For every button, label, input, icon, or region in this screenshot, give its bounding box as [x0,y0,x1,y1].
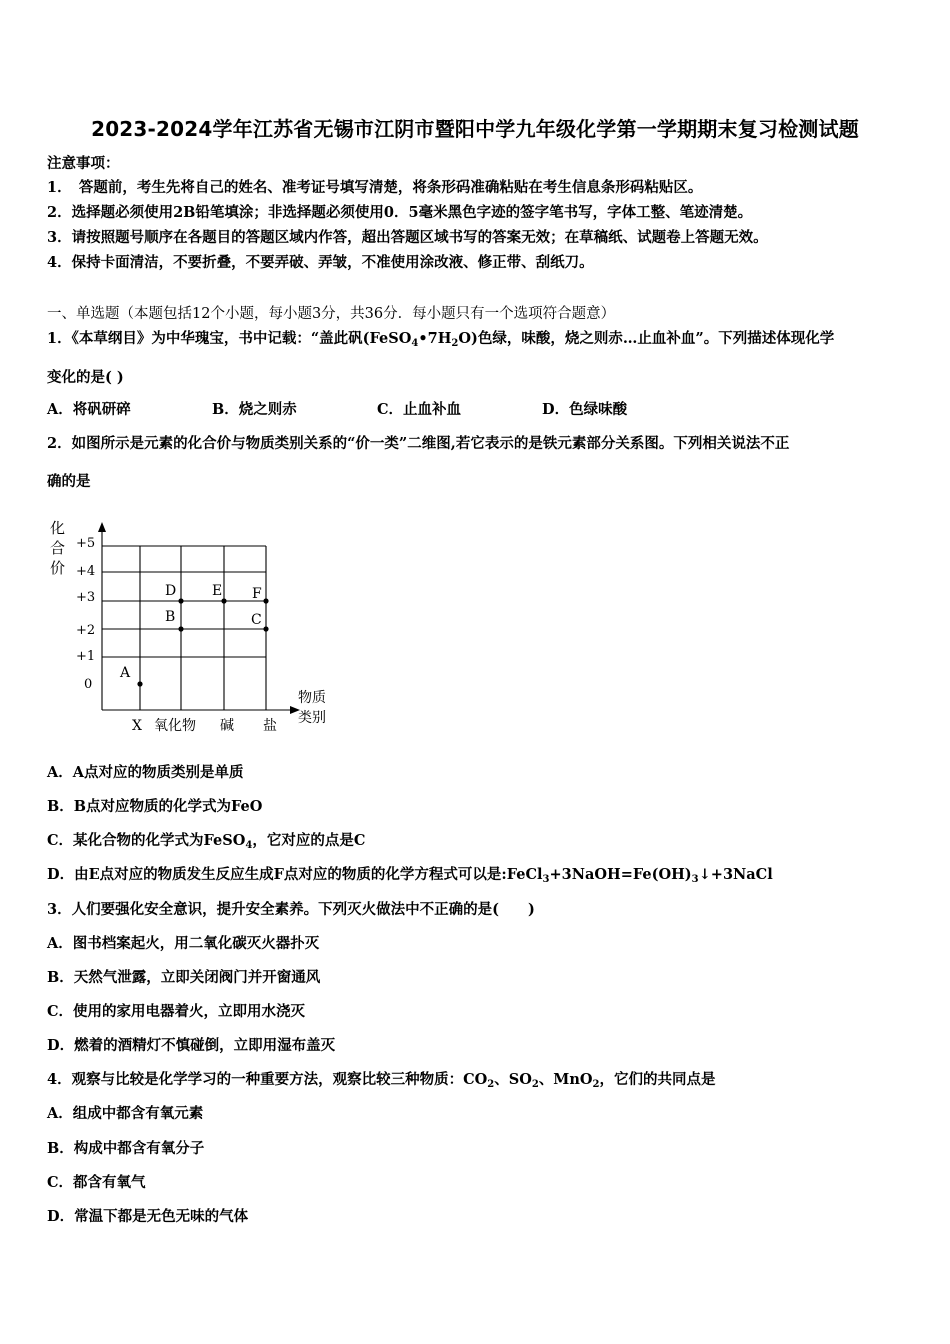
x-tick-x: X [132,718,142,734]
y-tick-zero: 0 [84,677,93,692]
y-tick-plus4: +4 [76,564,96,579]
q1-stem-line1 [47,327,834,349]
q1-option-c: C．止血补血 [377,401,462,418]
q1-dot7: •7H [418,330,452,347]
q3-option-d: D．燃着的酒精灯不慎碰倒，立即用湿布盖灭 [47,1037,336,1054]
q4-sep2: 、MnO [538,1071,593,1088]
x-tick-base: 碱 [220,718,234,734]
notice-item-3: 3．请按照题号顺序在各题目的答题区域内作答，超出答题区域书写的答案无效；在草稿纸、试题卷上答题无效。 [47,229,768,246]
point-e [221,598,226,603]
q4-stem-post: ，它们的共同点是 [599,1071,716,1088]
y-label-1: 化 [50,519,66,537]
notice-item-1: 1． 答题前，考生先将自己的姓名、准考证号填写清楚，将条形码准确粘贴在考生信息条形码粘贴区。 [47,179,703,196]
q3-option-a: A．图书档案起火，用二氧化碳灭火器扑灭 [47,935,320,952]
q2-stem-line2: 确的是 [47,473,91,490]
point-c-label: C [251,612,262,628]
q1-sub4: 4 [411,338,419,349]
x-tick-oxide: 氧化物 [154,718,196,734]
q2-option-d-sub1: 3 [542,874,550,885]
point-e-label: E [212,583,223,599]
section-heading: 一、单选题（本题包括12个小题，每小题3分，共36分．每小题只有一个选项符合题意） [47,306,616,322]
point-a [137,681,142,686]
q4-option-a: A．组成中都含有氧元素 [47,1105,204,1122]
q1-option-a: A．将矾研碎 [47,401,131,418]
q2-option-d-mid: +3NaOH=Fe(OH) [549,866,692,883]
q3-option-c: C．使用的家用电器着火，立即用水浇灭 [47,1003,306,1020]
notice-heading: 注意事项： [47,155,120,172]
q2-option-c-sub: 4 [245,840,253,851]
point-f-label: F [252,586,262,602]
q2-option-d-pre: D．由E点对应的物质发生反应生成F点对应的物质的化学方程式可以是:FeCl [47,866,543,883]
notice-item-2: 2．选择题必须使用2B铅笔填涂；非选择题必须使用0．5毫米黑色字迹的签字笔书写，字体工整、笔迹清楚。 [47,204,753,221]
q1-stem-a: 1．《本草纲目》为中华瑰宝，书中记载：“盖此矾(FeSO [47,330,412,347]
point-b-label: B [165,609,176,625]
q4-option-b: B．构成中都含有氧分子 [47,1140,205,1157]
q3-option-b: B．天然气泄露，立即关闭阀门并开窗通风 [47,969,321,986]
page-title: 2023-2024学年江苏省无锡市江阴市暨阳中学九年级化学第一学期期末复习检测试题 [91,117,859,141]
point-c [263,626,268,631]
y-label-3: 价 [50,559,66,577]
point-f [263,598,268,603]
q2-option-b: B．B点对应物质的化学式为FeO [47,798,263,815]
q4-sep1: 、SO [494,1071,532,1088]
q4-sub-a: 2 [487,1079,495,1090]
x-label-1: 物质 [298,690,326,706]
q4-sub-b: 2 [531,1079,539,1090]
point-d [178,598,183,603]
q2-option-a: A．A点对应的物质类别是单质 [47,764,244,781]
q3-stem: 3．人们要强化安全意识，提升安全素养。下列灭火做法中不正确的是( ) [47,901,535,918]
q2-option-c-pre: C．某化合物的化学式为FeSO [47,832,246,849]
y-tick-plus5: +5 [76,536,96,551]
point-d-label: D [165,583,177,599]
x-label-2: 类别 [298,710,326,726]
q1-option-d: D．色绿味酸 [542,401,628,418]
y-tick-plus3: +3 [76,590,96,605]
x-tick-salt: 盐 [263,718,277,734]
q2-option-c-post: ，它对应的点是C [252,832,366,849]
notice-item-4: 4．保持卡面清洁，不要折叠，不要弄破、弄皱，不准使用涂改液、修正带、刮纸刀。 [47,254,594,271]
point-b [178,626,183,631]
y-tick-plus2: +2 [76,623,96,638]
y-label-2: 合 [50,539,66,557]
q4-sub-c: 2 [592,1079,600,1090]
y-tick-plus1: +1 [76,649,96,664]
q2-stem-line1: 2．如图所示是元素的化合价与物质类别关系的“价一类”二维图,若它表示的是铁元素部分关系图。下列相关说法不正 [47,435,790,452]
q1-option-b: B．烧之则赤 [212,401,297,418]
q2-option-c [47,829,365,851]
valence-category-chart [40,512,350,744]
q4-option-d: D．常温下都是无色无味的气体 [47,1208,249,1225]
q1-stem-b: O)色绿，味酸，烧之则赤…止血补血”。下列描述体现化学 [458,330,835,347]
q2-option-d [47,863,773,885]
q1-stem-line2: 变化的是( ) [47,369,124,386]
q2-option-d-post: ↓+3NaCl [698,866,773,883]
q4-stem [47,1068,716,1090]
q2-option-d-sub2: 3 [691,874,699,885]
point-a-label: A [120,665,131,681]
q4-stem-pre: 4．观察与比较是化学学习的一种重要方法，观察比较三种物质：CO [47,1071,488,1088]
q4-option-c: C．都含有氧气 [47,1174,146,1191]
y-axis-arrow [98,522,106,532]
q1-sub2: 2 [451,338,459,349]
